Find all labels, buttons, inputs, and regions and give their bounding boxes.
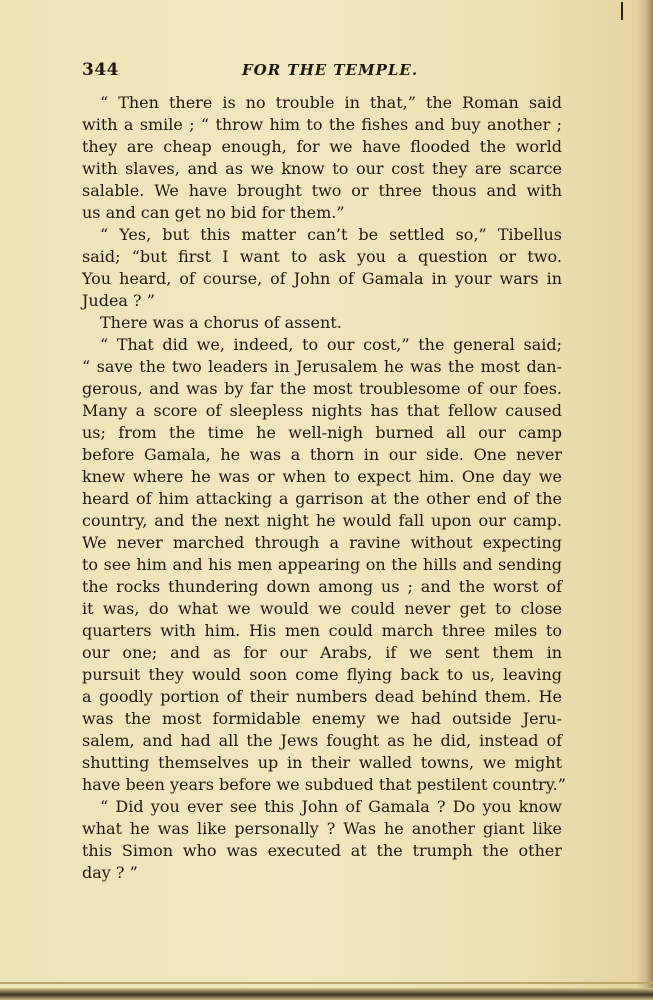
running-head: FOR THE TEMPLE. bbox=[242, 61, 419, 79]
text-line: with a smile ; “ throw him to the fishes and buy another ; bbox=[82, 115, 562, 134]
page-bottom-edge bbox=[0, 988, 653, 1000]
text-line: a goodly portion of their numbers dead behind them. He bbox=[82, 687, 562, 706]
text-line: what he was like personally ? Was he another giant like bbox=[82, 819, 562, 838]
text-line: pursuit they would soon come flying back to us, leaving bbox=[82, 665, 562, 684]
text-line: “ Yes, but this matter can’t be settled so,” Tibellus bbox=[100, 225, 562, 244]
text-line: Many a score of sleepless nights has that fellow caused bbox=[82, 401, 562, 420]
text-line: this Simon who was executed at the trumph the other bbox=[82, 841, 562, 860]
text-line: salable. We have brought two or three thous and with bbox=[82, 181, 562, 200]
text-line: knew where he was or when to expect him. One day we bbox=[82, 467, 562, 486]
text-line: salem, and had all the Jews fought as he did, instead of bbox=[82, 731, 562, 750]
text-line: “ save the two leaders in Jerusalem he was the most dan- bbox=[82, 357, 562, 376]
text-line: We never marched through a ravine without expecting bbox=[82, 533, 562, 552]
page-edge-shadow bbox=[637, 0, 653, 1000]
page-header bbox=[82, 60, 562, 84]
text-line: before Gamala, he was a thorn in our side. One never bbox=[82, 445, 562, 464]
text-line: “ That did we, indeed, to our cost,” the general said; bbox=[100, 335, 562, 354]
text-line: heard of him attacking a garrison at the other end of the bbox=[82, 489, 562, 508]
text-line: have been years before we subdued that pestilent country.” bbox=[82, 775, 566, 794]
text-line: day ? ” bbox=[82, 863, 138, 882]
scan-mark bbox=[621, 2, 623, 20]
text-line: to see him and his men appearing on the hills and sending bbox=[82, 555, 562, 574]
text-line: it was, do what we would we could never get to close bbox=[82, 599, 562, 618]
text-line: said; “but first I want to ask you a question or two. bbox=[82, 247, 562, 266]
text-line: You heard, of course, of John of Gamala in your wars in bbox=[82, 269, 562, 288]
page-number: 344 bbox=[82, 60, 119, 80]
text-line: our one; and as for our Arabs, if we sent them in bbox=[82, 643, 562, 662]
scan-line bbox=[0, 982, 653, 984]
text-line: the rocks thundering down among us ; and the worst of bbox=[82, 577, 562, 596]
text-line: country, and the next night he would fall upon our camp. bbox=[82, 511, 562, 530]
text-line: us and can get no bid for them.” bbox=[82, 203, 345, 222]
text-line: “ Did you ever see this John of Gamala ? Do you know bbox=[100, 797, 562, 816]
text-line: “ Then there is no trouble in that,” the Roman said bbox=[100, 93, 562, 112]
body-text bbox=[82, 92, 566, 884]
text-line: us; from the time he well-nigh burned all our camp bbox=[82, 423, 562, 442]
text-line: was the most formidable enemy we had outside Jeru- bbox=[82, 709, 562, 728]
text-line: quarters with him. His men could march three miles to bbox=[82, 621, 562, 640]
text-line: with slaves, and as we know to our cost they are scarce bbox=[82, 159, 562, 178]
text-line: Judea ? ” bbox=[82, 291, 155, 310]
text-line: shutting themselves up in their walled towns, we might bbox=[82, 753, 562, 772]
text-line: they are cheap enough, for we have flooded the world bbox=[82, 137, 562, 156]
text-line: There was a chorus of assent. bbox=[100, 313, 342, 332]
text-line: gerous, and was by far the most troublesome of our foes. bbox=[82, 379, 562, 398]
